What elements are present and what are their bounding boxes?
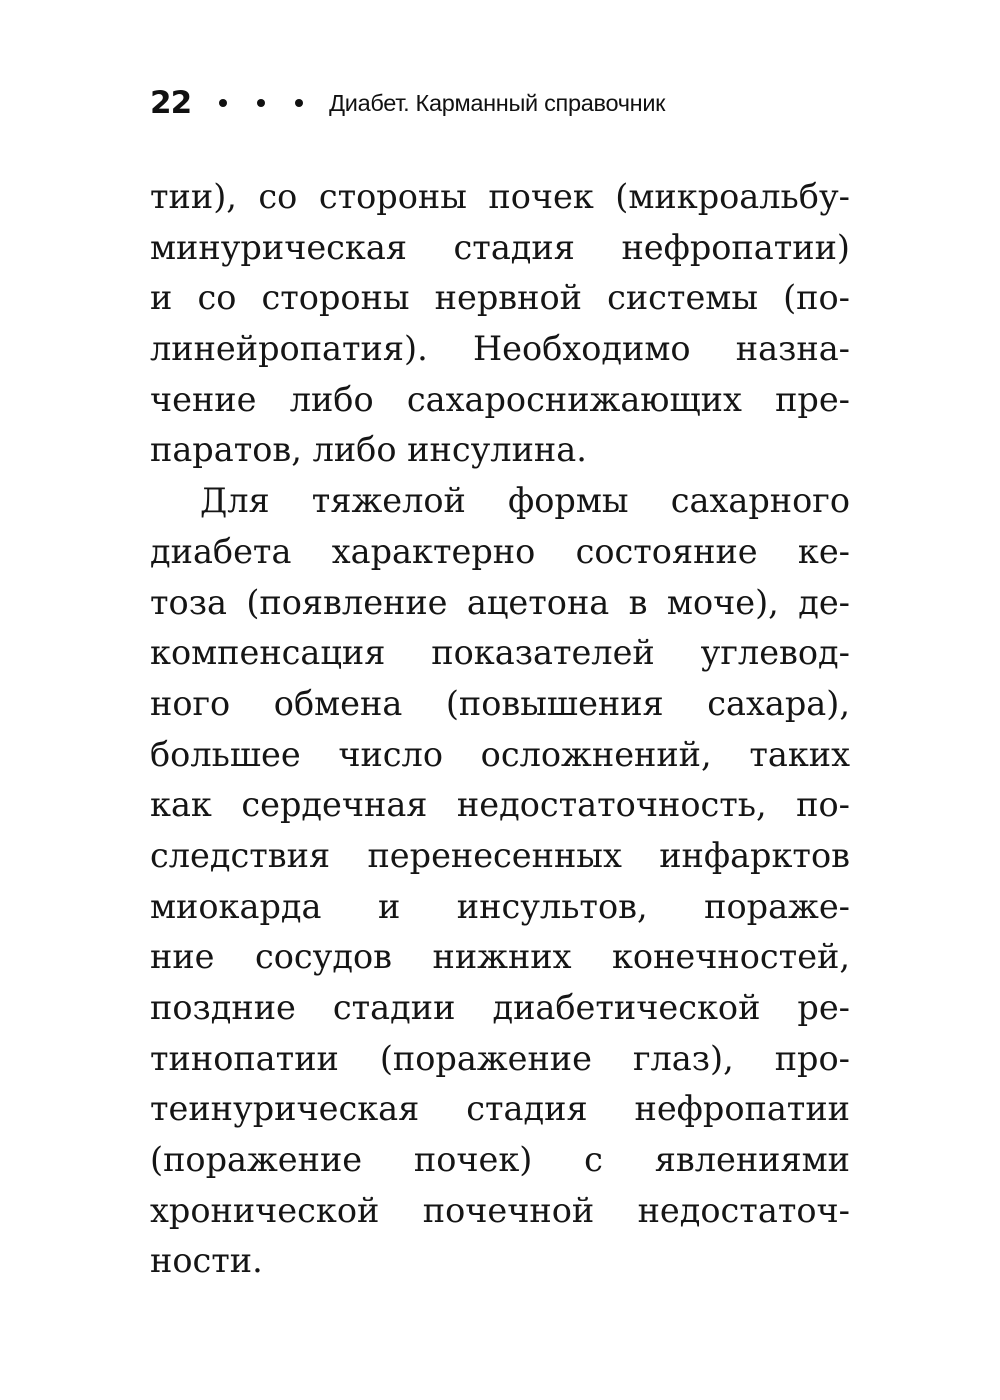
running-head [150,78,665,128]
text-line: компенсация показателей углевод- [150,633,850,673]
text-line: диабета характерно состояние ке- [150,531,850,571]
bullet-dot-icon [295,99,303,107]
paragraph-2 [150,476,850,1287]
paragraph-1 [150,172,850,476]
text-line: хронической почечной недостаточ- [150,1190,850,1230]
text-line: как сердечная недостаточность, по- [150,785,850,825]
text-line: миокарда и инсультов, пораже- [150,886,850,926]
text-line: (поражение почек) с явлениями [150,1140,850,1180]
text-line: Для тяжелой формы сахарного [200,481,850,521]
text-line: ного обмена (повышения сахара), [150,683,850,723]
book-title: Диабет. Карманный справочник [329,89,666,116]
text-line: линейропатия). Необходимо назна- [150,329,850,369]
text-line: большее число осложнений, таких [150,734,850,774]
text-line: паратов, либо инсулина. [150,430,587,470]
text-line: ние сосудов нижних конечностей, [150,937,850,977]
page-number: 22 [150,85,192,121]
text-line: чение либо сахароснижающих пре- [150,379,850,419]
bullet-dot-icon [219,99,227,107]
text-line: следствия перенесенных инфарктов [150,835,850,875]
text-line: ности. [150,1241,263,1281]
text-line: тии), со стороны почек (микроальбу- [150,177,850,216]
body-text [150,172,850,1287]
text-line: минурическая стадия нефропатии) [150,227,850,267]
text-line: тинопатии (поражение глаз), про- [150,1038,850,1078]
text-line: теинурическая стадия нефропатии [150,1089,850,1129]
text-line: тоза (появление ацетона в моче), де- [150,582,850,622]
text-line: поздние стадии диабетической ре- [150,988,850,1027]
bullet-dot-icon [257,99,265,107]
text-line: и со стороны нервной системы (по- [150,278,850,318]
separator-dots [219,99,303,107]
